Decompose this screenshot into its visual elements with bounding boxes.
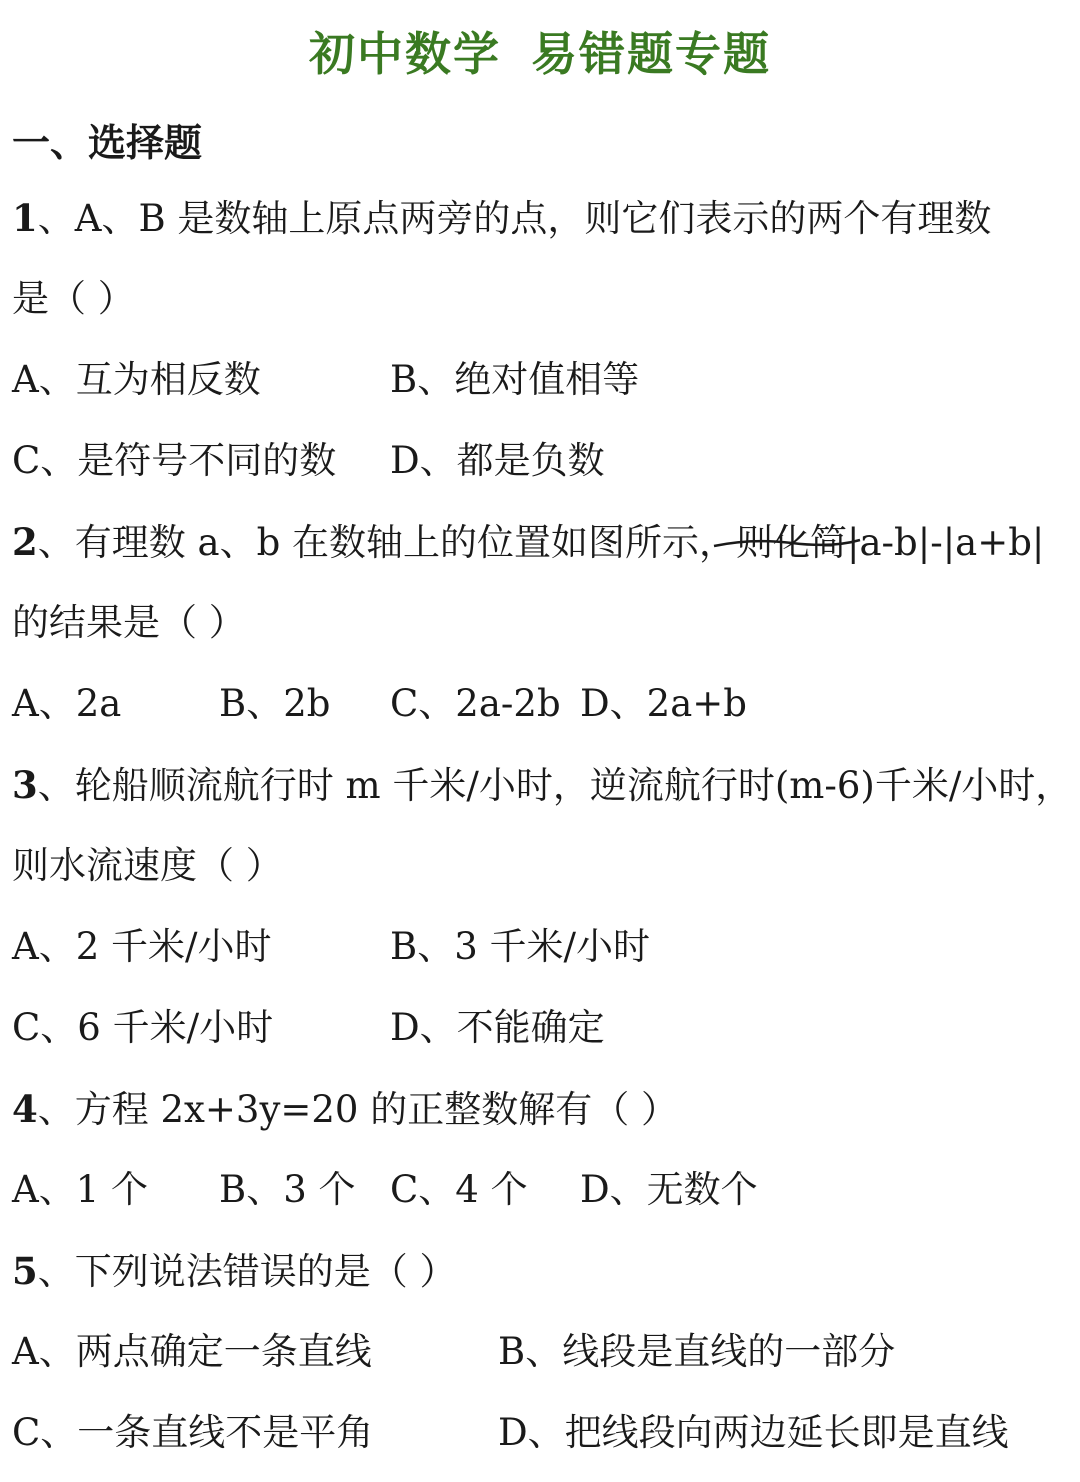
title-part2: 易错题专题 (531, 27, 771, 81)
option-b: B、3 千米/小时 (390, 925, 650, 968)
option-d: D、无数个 (580, 1168, 758, 1211)
option-b: B、绝对值相等 (390, 358, 640, 401)
option-b: B、3 个 (219, 1168, 356, 1211)
question-3-line2: 则水流速度（ ） (12, 844, 283, 887)
question-text: 、有理数 a、b 在数轴上的位置如图所示，则化简|a-b|-|a+b| (37, 521, 1045, 564)
option-d: D、2a+b (580, 682, 747, 725)
option-c: C、4 个 (390, 1168, 528, 1211)
question-number: 2 (12, 520, 38, 564)
option-d: D、把线段向两边延长即是直线 (498, 1411, 1009, 1454)
question-1-line1 (12, 192, 991, 244)
question-5-options-row2 (12, 1407, 1072, 1459)
question-text: 、下列说法错误的是（ ） (37, 1250, 457, 1293)
question-4-options (12, 1164, 1072, 1216)
option-a: A、两点确定一条直线 (12, 1330, 372, 1373)
option-c: C、6 千米/小时 (12, 1006, 274, 1049)
option-c: C、2a-2b (390, 682, 561, 725)
question-1-options-row1 (12, 354, 1072, 406)
option-c: C、一条直线不是平角 (12, 1411, 374, 1454)
title-part1: 初中数学 (309, 27, 501, 81)
question-2-options (12, 678, 1072, 730)
option-a: A、1 个 (12, 1168, 149, 1211)
option-a: A、2a (12, 682, 122, 725)
question-2-line1 (12, 516, 1080, 568)
strikethrough-mark (712, 516, 862, 568)
question-5-options-row1 (12, 1326, 1072, 1378)
question-number: 3 (12, 763, 38, 807)
section-heading: 一、选择题 (12, 121, 203, 165)
question-1-options-row2 (12, 435, 1072, 487)
option-b: B、线段是直线的一部分 (498, 1330, 896, 1373)
option-c: C、是符号不同的数 (12, 439, 337, 482)
option-a: A、互为相反数 (12, 358, 261, 401)
question-number: 5 (12, 1249, 38, 1293)
page-title (0, 18, 1080, 84)
question-number: 4 (12, 1087, 38, 1131)
question-text: 、轮船顺流航行时 m 千米/小时，逆流航行时(m-6)千米/小时， (37, 764, 1073, 807)
option-d: D、都是负数 (390, 439, 605, 482)
question-4-line1 (12, 1083, 678, 1135)
option-b: B、2b (219, 682, 331, 725)
question-text: 、A、B 是数轴上原点两旁的点，则它们表示的两个有理数 (37, 197, 992, 240)
option-d: D、不能确定 (390, 1006, 605, 1049)
question-5-line1 (12, 1245, 457, 1297)
question-2-line2: 的结果是（ ） (12, 601, 246, 644)
question-3-options-row2 (12, 1002, 1072, 1054)
question-3-options-row1 (12, 921, 1072, 973)
question-3-line1 (12, 759, 1072, 811)
option-a: A、2 千米/小时 (12, 925, 272, 968)
question-1-line2: 是（ ） (12, 277, 135, 320)
question-number: 1 (12, 196, 38, 240)
question-text: 、方程 2x+3y=20 的正整数解有（ ） (37, 1088, 678, 1131)
